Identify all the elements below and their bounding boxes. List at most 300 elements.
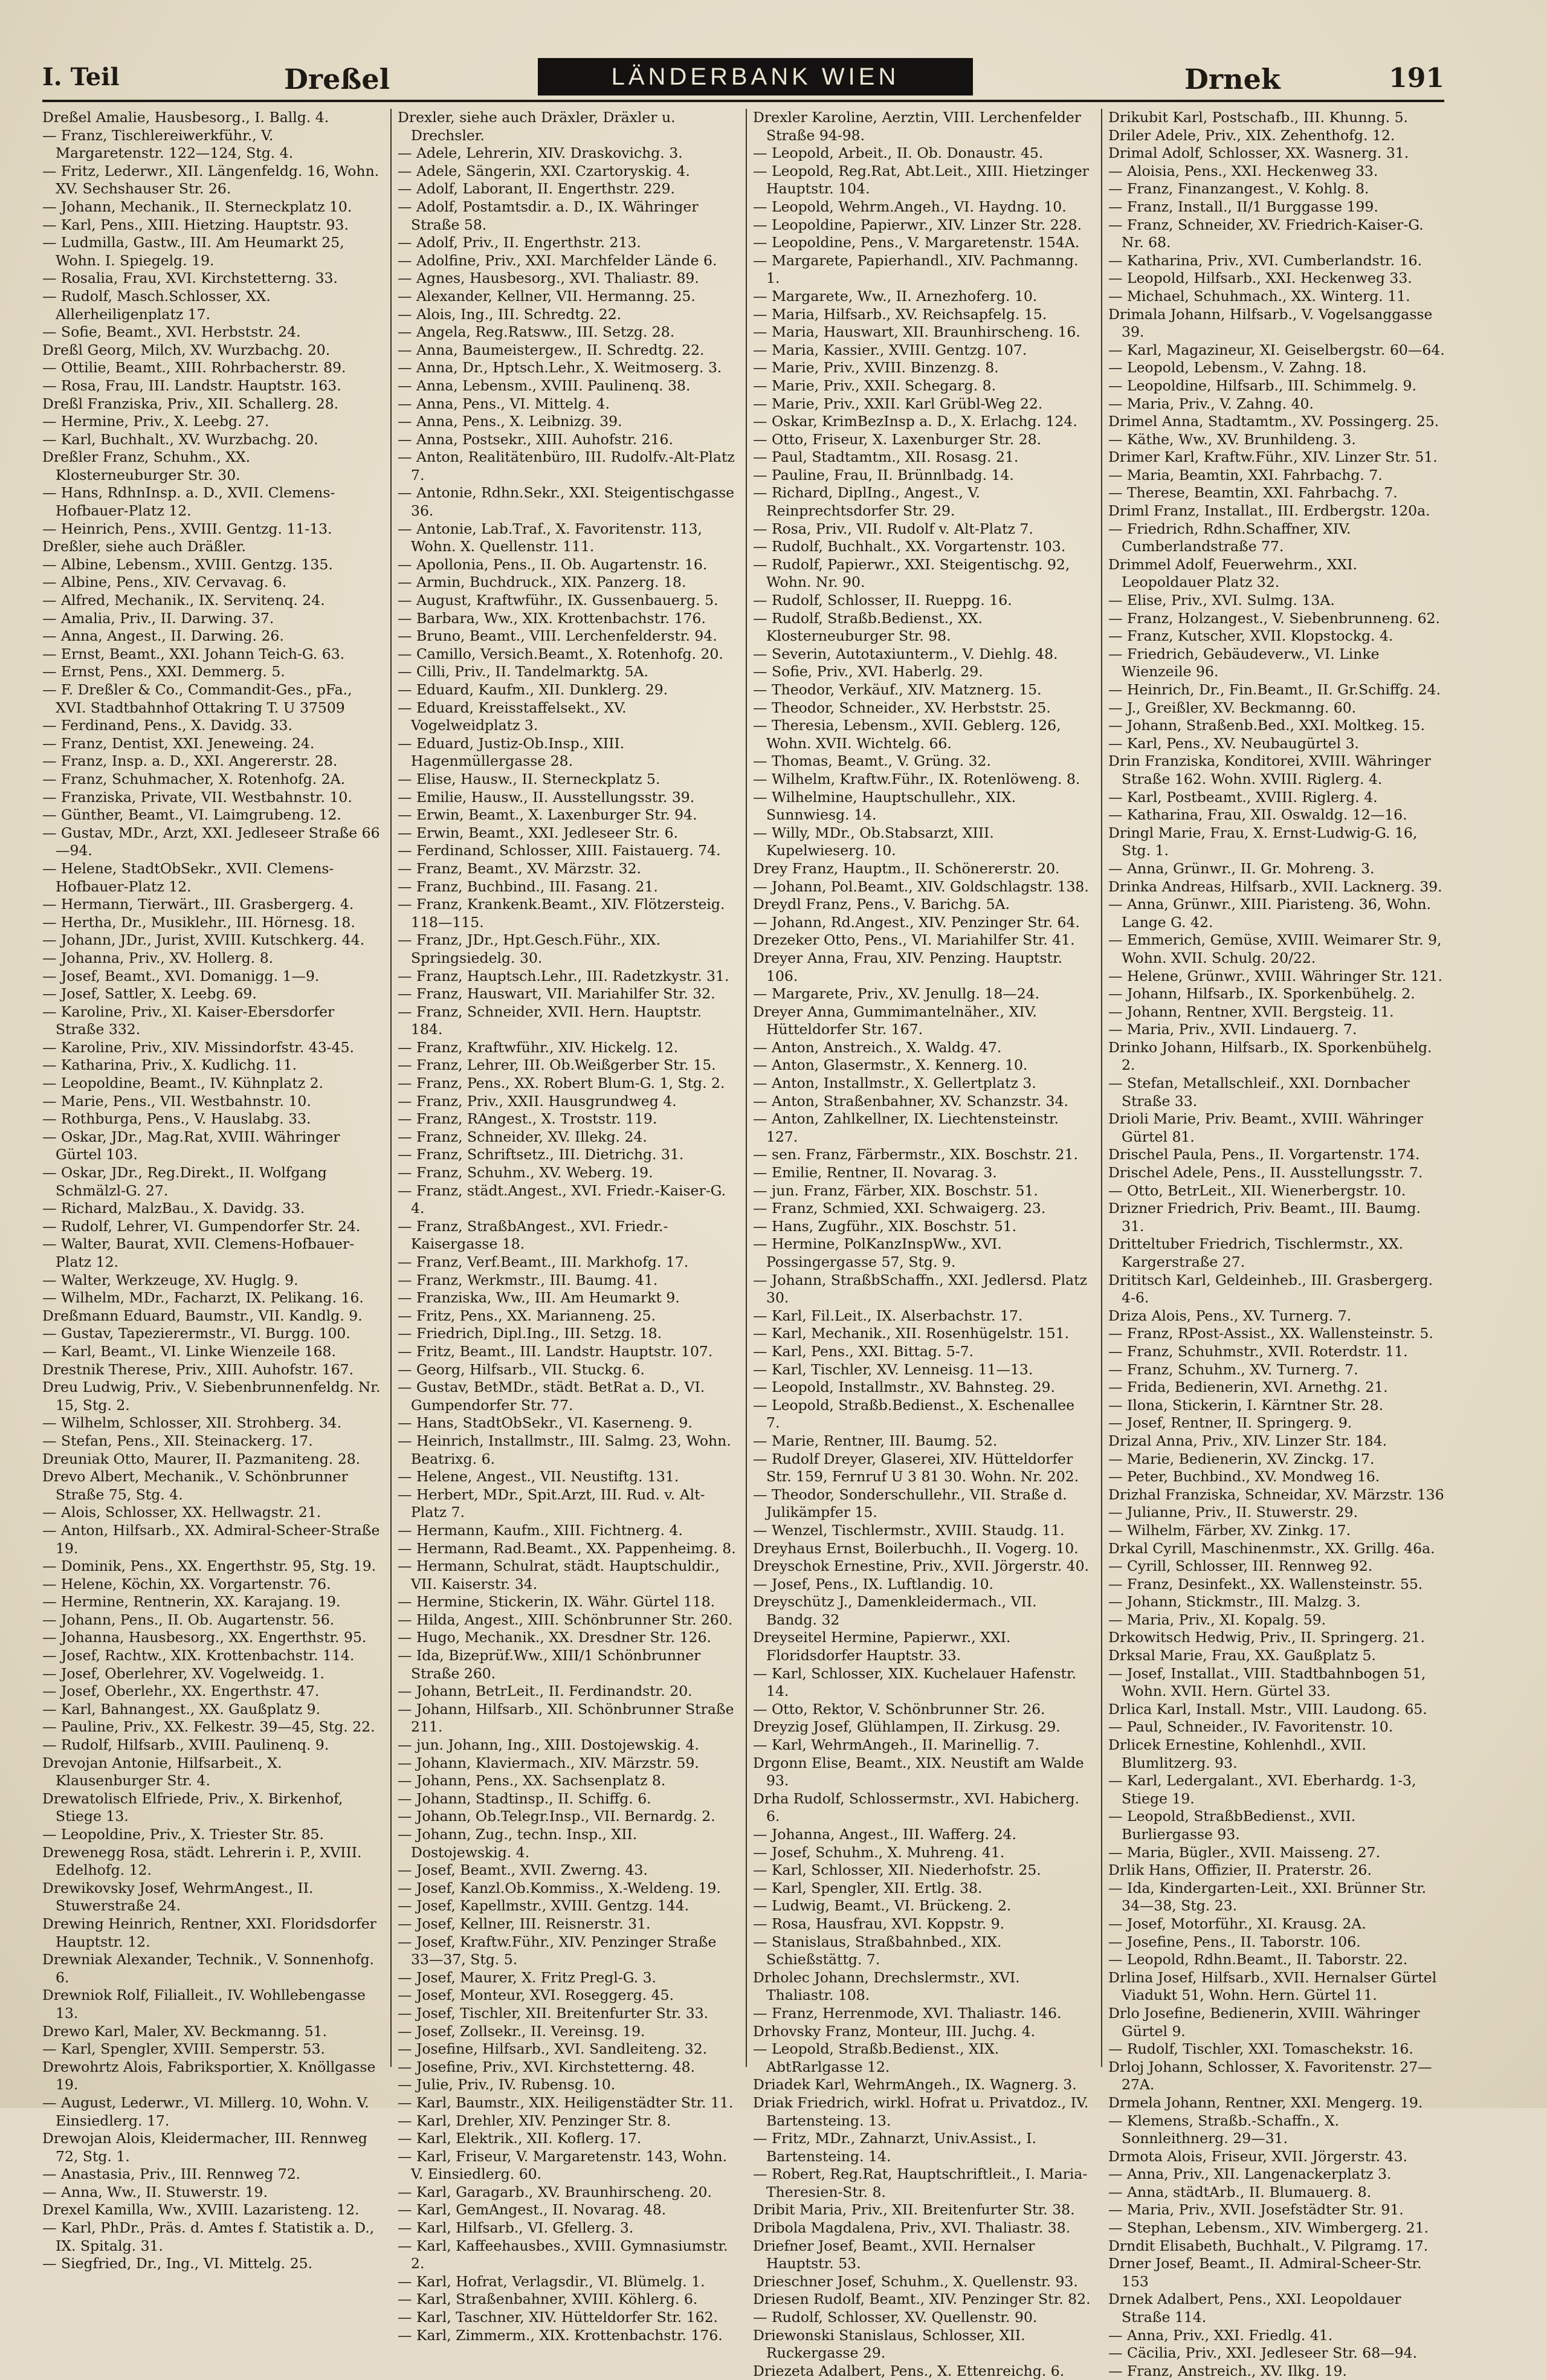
- directory-entry: Drewo Karl, Maler, XV. Beckmanng. 51.: [42, 2022, 328, 2040]
- directory-entry: — Adolf, Postamtsdir. a. D., IX. Währinger Straße 58.: [398, 198, 699, 233]
- directory-entry: Dreyhaus Ernst, Boilerbuchh., II. Vogerg. 10.: [753, 1539, 1079, 1557]
- directory-entry: Drner Josef, Beamt., II. Admiral-Scheer-Str. 153: [1108, 2255, 1422, 2290]
- directory-entry: — Hertha, Dr., Musiklehr., III. Hörnesg. 18.: [42, 913, 355, 931]
- directory-entry: — Josefine, Hilfsarb., XVI. Sandleiteng. 32.: [398, 2040, 708, 2058]
- directory-entry: — Walter, Baurat, XVII. Clemens-Hofbauer-Platz 12.: [42, 1235, 355, 1270]
- directory-entry: — Karl, Friseur, V. Margaretenstr. 143, Wohn. V. Einsiedlerg. 60.: [398, 2147, 728, 2183]
- directory-entry: Drin Franziska, Konditorei, XVIII. Währinger Straße 162. Wohn. XVIII. Riglerg. 4.: [1108, 752, 1431, 787]
- directory-entry: — Karl, Spengler, XII. Ertlg. 38.: [753, 1879, 983, 1897]
- directory-entry: Drewniok Rolf, Filialleit., IV. Wohllebengasse 13.: [42, 1987, 366, 2022]
- directory-entry: — Rudolf, Tischler, XXI. Tomaschekstr. 16.: [1108, 2040, 1413, 2058]
- directory-entry: — Josef, Kanzl.Ob.Kommiss., X.-Weldeng. 19.: [398, 1879, 721, 1897]
- directory-entry: — Anna, Ww., II. Stuwerstr. 19.: [42, 2183, 268, 2201]
- directory-entry: — Gustav, MDr., Arzt, XXI. Jedleseer Straße 66—94.: [42, 824, 380, 859]
- directory-entry: — Rudolf, Straßb.Bedienst., XX. Klosterneuburger Str. 98.: [753, 609, 983, 645]
- directory-entry: — Josef, Installat., VIII. Stadtbahnbogen 51, Wohn. XVII. Hern. Gürtel 33.: [1108, 1664, 1426, 1700]
- directory-entry: Drewenegg Rosa, städt. Lehrerin i. P., XVIII. Edelhofg. 12.: [42, 1843, 362, 1879]
- directory-entry: Drinka Andreas, Hilfsarb., XVII. Lacknerg. 39.: [1108, 878, 1442, 895]
- directory-entry: Drexel Kamilla, Ww., XVIII. Lazaristeng. 12.: [42, 2201, 360, 2219]
- directory-entry: — Franz, Schuhmacher, X. Rotenhofg. 2A.: [42, 770, 346, 787]
- directory-entry: Drlina Josef, Hilfsarb., XVII. Hernalser Gürtel Viadukt 51, Wohn. Hern. Gürtel 11.: [1108, 1968, 1437, 2004]
- directory-entry: — August, Kraftwführ., IX. Gussenbauerg. 5.: [398, 592, 719, 609]
- header-rule: [42, 100, 1444, 102]
- directory-entry: — J., Greißler, XV. Beckmanng. 60.: [1108, 699, 1357, 716]
- directory-entry: — Stephan, Lebensm., XIV. Wimbergerg. 21.: [1108, 2219, 1429, 2237]
- directory-entry: — Anton, Realitätenbüro, III. Rudolfv.-Alt-Platz 7.: [398, 448, 735, 483]
- directory-entry: — Leopold, Reg.Rat, Abt.Leit., XIII. Hietzinger Hauptstr. 104.: [753, 162, 1089, 198]
- directory-entry: — Maria, Bügler., XVII. Maisseng. 27.: [1108, 1843, 1380, 1861]
- directory-entry: — Josef, Oberlehrer, XV. Vogelweidg. 1.: [42, 1664, 325, 1682]
- directory-entry: — Karl, Bahnangest., XX. Gaußplatz 9.: [42, 1700, 321, 1718]
- directory-entry: — Josef, Beamt., XVII. Zwerng. 43.: [398, 1861, 648, 1879]
- directory-entry: — Ferdinand, Schlosser, XIII. Faistauerg. 74.: [398, 842, 721, 859]
- directory-entry: — Rosa, Frau, III. Landstr. Hauptstr. 163.: [42, 377, 341, 394]
- directory-entry: — Adolfine, Priv., XXI. Marchfelder Lände 6.: [398, 251, 717, 269]
- directory-entry: Dreydl Franz, Pens., V. Barichg. 5A.: [753, 896, 1010, 913]
- directory-entry: — Karl, Elektrik., XII. Koflerg. 17.: [398, 2130, 642, 2147]
- directory-entry: Drgonn Elise, Beamt., XIX. Neustift am Walde 93.: [753, 1754, 1084, 1790]
- last-name-guide: Drnek: [1184, 63, 1281, 95]
- directory-entry: — Wilhelm, Schlosser, XII. Strohberg. 34.: [42, 1414, 342, 1432]
- directory-entry: — Ferdinand, Pens., X. Davidg. 33.: [42, 717, 292, 734]
- directory-entry: — Heinrich, Pens., XVIII. Gentzg. 11-13.: [42, 520, 332, 537]
- directory-entry: — Anna, Postsekr., XIII. Auhofstr. 216.: [398, 430, 673, 448]
- directory-entry: — Käthe, Ww., XV. Brunhildeng. 3.: [1108, 430, 1356, 448]
- directory-entry: — Hans, RdhnInsp. a. D., XVII. Clemens-Hofbauer-Platz 12.: [42, 484, 335, 520]
- directory-entry: — Josef, Monteur, XVI. Roseggerg. 45.: [398, 1987, 674, 2004]
- directory-entry: Driml Franz, Installat., III. Erdbergstr. 120a.: [1108, 502, 1430, 520]
- directory-entry: — Johann, Rd.Angest., XIV. Penzinger Str. 64.: [753, 913, 1080, 931]
- directory-entry: — Franz, Herrenmode, XVI. Thaliastr. 146.: [753, 2004, 1062, 2022]
- directory-entry: Drewatolisch Elfriede, Priv., X. Birkenhof, Stiege 13.: [42, 1790, 343, 1825]
- directory-entry: — Anna, Baumeistergew., II. Schredtg. 22.: [398, 341, 705, 358]
- directory-entry: — Marie, Priv., XXII. Karl Grübl-Weg 22.: [753, 395, 1043, 412]
- directory-entry: — Wilhelmine, Hauptschullehr., XIX. Sunnwiesg. 14.: [753, 788, 1016, 824]
- directory-entry: — Anastasia, Priv., III. Rennweg 72.: [42, 2165, 301, 2183]
- directory-entry: — Karl, Magazineur, XI. Geiselbergstr. 60—64.: [1108, 341, 1445, 358]
- directory-entry: — Ernst, Pens., XXI. Demmerg. 5.: [42, 663, 285, 681]
- directory-entry: — Bruno, Beamt., VIII. Lerchenfelderstr. 94.: [398, 627, 717, 645]
- directory-entry: Drlicek Ernestine, Kohlenhdl., XVII. Blumlitzerg. 93.: [1108, 1736, 1366, 1771]
- directory-entry: — Josef, Schuhm., X. Muhreng. 41.: [753, 1843, 1005, 1861]
- directory-entry: Drewojan Alois, Kleidermacher, III. Rennweg 72, Stg. 1.: [42, 2130, 367, 2165]
- section-label: I. Teil: [42, 63, 120, 91]
- directory-entry: — Hermine, Rentnerin, XX. Karajang. 19.: [42, 1593, 341, 1611]
- directory-entry: — Adele, Sängerin, XXI. Czartoryskig. 4.: [398, 162, 690, 179]
- directory-entry: — Emmerich, Gemüse, XVIII. Weimarer Str. 9, Wohn. XVII. Schulg. 20/22.: [1108, 931, 1442, 966]
- directory-entry: — Franz, Insp. a. D., XXI. Angererstr. 28.: [42, 752, 338, 770]
- directory-entry: — Karl, Schlosser, XII. Niederhofstr. 25.: [753, 1861, 1041, 1879]
- directory-entry: Drhovsky Franz, Monteur, III. Juchg. 4.: [753, 2022, 1036, 2040]
- directory-entry: — Karl, GemAngest., II. Novarag. 48.: [398, 2201, 667, 2219]
- directory-entry: — Franz, RAngest., X. Troststr. 119.: [398, 1110, 657, 1128]
- directory-entry: — Franz, Anstreich., XV. Ilkg. 19.: [1108, 2362, 1347, 2379]
- directory-entry: — Leopoldine, Papierwr., XIV. Linzer Str. 228.: [753, 216, 1082, 233]
- directory-entry: — Katharina, Priv., XVI. Cumberlandstr. 16.: [1108, 251, 1423, 269]
- directory-entry: Drewikovsky Josef, WehrmAngest., II. Stuwerstraße 24.: [42, 1879, 314, 1915]
- directory-entry: Drkal Cyrill, Maschinenmstr., XX. Grillg. 46a.: [1108, 1539, 1435, 1557]
- directory-entry: — Anna, Pens., X. Leibnizg. 39.: [398, 413, 622, 430]
- directory-entry: Drholec Johann, Drechslermstr., XVI. Thaliastr. 108.: [753, 1968, 1020, 2004]
- directory-entry: — Johanna, Priv., XV. Hollerg. 8.: [42, 949, 274, 966]
- directory-entry: — Karl, Kaffeehausbes., XVIII. Gymnasiumstr. 2.: [398, 2237, 728, 2272]
- directory-entry: Drmela Johann, Rentner, XXI. Mengerg. 19.: [1108, 2094, 1423, 2111]
- directory-entry: — Josef, Pens., IX. Luftlandig. 10.: [753, 1575, 993, 1593]
- directory-entry: Dringl Marie, Frau, X. Ernst-Ludwig-G. 16, Stg. 1.: [1108, 824, 1418, 859]
- directory-entry: — Karl, Buchhalt., XV. Wurzbachg. 20.: [42, 430, 318, 448]
- directory-entry: Dreyschütz J., Damenkleidermach., VII. Bandg. 32: [753, 1593, 1037, 1628]
- directory-entry: — Wilhelm, Färber, XV. Zinkg. 17.: [1108, 1521, 1351, 1539]
- directory-entry: — Stefan, Metallschleif., XXI. Dornbacher Straße 33.: [1108, 1075, 1410, 1110]
- directory-entry: — Anna, Priv., XII. Langenackerplatz 3.: [1108, 2165, 1392, 2183]
- directory-entry: — Hilda, Angest., XIII. Schönbrunner Str. 260.: [398, 1611, 733, 1628]
- directory-entry: — Anton, Straßenbahner, XV. Schanzstr. 34.: [753, 1092, 1069, 1110]
- directory-entry: — Therese, Beamtin, XXI. Fahrbachg. 7.: [1108, 484, 1398, 502]
- directory-entry: — Franz, Schneider, XV. Illekg. 24.: [398, 1128, 647, 1145]
- page-number: 191: [1389, 63, 1444, 94]
- directory-entry: — Heinrich, Dr., Fin.Beamt., II. Gr.Schiffg. 24.: [1108, 681, 1441, 698]
- directory-entry: — Leopold, Straßb.Bedienst., X. Eschenallee 7.: [753, 1396, 1075, 1432]
- directory-entry: — Wenzel, Tischlermstr., XVIII. Staudg. 11.: [753, 1521, 1065, 1539]
- directory-entry: — Ilona, Stickerin, I. Kärntner Str. 28.: [1108, 1396, 1384, 1414]
- directory-entry: — Helene, StadtObSekr., XVII. Clemens-Hofbauer-Platz 12.: [42, 859, 334, 895]
- directory-entry: — Franz, städt.Angest., XVI. Friedr.-Kaiser-G. 4.: [398, 1182, 726, 1217]
- directory-entry: Drnek Adalbert, Pens., XXI. Leopoldauer Straße 114.: [1108, 2291, 1401, 2326]
- directory-entry: Drksal Marie, Frau, XX. Gaußplatz 5.: [1108, 1647, 1376, 1664]
- directory-entry: — Franz, Tischlereiwerkführ., V. Margaretenstr. 122—124, Stg. 4.: [42, 126, 294, 162]
- directory-entry: Drexler, siehe auch Dräxler, Dräxler u. Drechsler.: [398, 109, 676, 144]
- directory-entry: Drlica Karl, Install. Mstr., VIII. Laudong. 65.: [1108, 1700, 1427, 1718]
- directory-entry: — Agnes, Hausbesorg., XVI. Thaliastr. 89.: [398, 270, 699, 287]
- directory-entry: — Franz, Schuhm., XV. Turnerg. 7.: [1108, 1360, 1358, 1378]
- directory-entry: Drloj Johann, Schlosser, X. Favoritenstr. 27—27A.: [1108, 2058, 1432, 2094]
- directory-entry: — Leopold, Lebensm., V. Zahng. 18.: [1108, 359, 1367, 377]
- directory-entry: — Erwin, Beamt., XXI. Jedleseer Str. 6.: [398, 824, 678, 841]
- directory-entry: — Marie, Pens., VII. Westbahnstr. 10.: [42, 1092, 311, 1110]
- directory-entry: Driadek Karl, WehrmAngeh., IX. Wagnerg. 3.: [753, 2076, 1077, 2094]
- directory-entry: — Josef, Tischler, XII. Breitenfurter Str. 33.: [398, 2004, 709, 2022]
- directory-entry: — Leopold, StraßbBedienst., XVII. Burliergasse 93.: [1108, 1808, 1356, 1843]
- directory-entry: Drlo Josefine, Bedienerin, XVIII. Währinger Gürtel 9.: [1108, 2004, 1420, 2040]
- directory-entry: — Gustav, BetMDr., städt. BetRat a. D., VI. Gumpendorfer Str. 77.: [398, 1379, 705, 1414]
- directory-entry: — Eduard, Kaufm., XII. Dunklerg. 29.: [398, 681, 668, 698]
- directory-columns: [42, 109, 1445, 2379]
- directory-entry: — Anna, Dr., Hptsch.Lehr., X. Weitmoserg. 3.: [398, 359, 722, 377]
- directory-entry: — Maria, Kassier., XVIII. Gentzg. 107.: [753, 341, 1027, 358]
- directory-entry: — sen. Franz, Färbermstr., XIX. Boschstr. 21.: [753, 1146, 1078, 1163]
- directory-entry: — Leopold, Rdhn.Beamt., II. Taborstr. 22.: [1108, 1951, 1408, 1968]
- directory-entry: — Karoline, Priv., XI. Kaiser-Ebersdorfer Straße 332.: [42, 1003, 335, 1038]
- directory-entry: — Maria, Priv., V. Zahng. 40.: [1108, 395, 1314, 412]
- directory-entry: — Rudolf, Masch.Schlosser, XX. Allerheiligenplatz 17.: [42, 287, 271, 323]
- directory-column-3: [753, 109, 1091, 2379]
- directory-entry: — Karl, Taschner, XIV. Hütteldorfer Str. 162.: [398, 2309, 719, 2326]
- directory-entry: — Richard, MalzBau., X. Davidg. 33.: [42, 1200, 305, 1217]
- directory-entry: Dreßler Franz, Schuhm., XX. Klosterneuburger Str. 30.: [42, 448, 251, 483]
- directory-entry: — Rudolf, Schlosser, II. Rueppg. 16.: [753, 592, 1012, 609]
- directory-entry: — Paul, Stadtamtm., XII. Rosasg. 21.: [753, 448, 1019, 466]
- directory-entry: Drititsch Karl, Geldeinheb., III. Grasbergerg. 4-6.: [1108, 1271, 1433, 1307]
- directory-entry: — Franz, Schriftsetz., III. Dietrichg. 31.: [398, 1146, 684, 1163]
- directory-entry: — Peter, Buchbind., XV. Mondweg 16.: [1108, 1468, 1380, 1486]
- directory-entry: — Karl, Garagarb., XV. Braunhirscheng. 20.: [398, 2183, 712, 2201]
- directory-entry: — Oskar, JDr., Reg.Direkt., II. Wolfgang Schmälzl-G. 27.: [42, 1164, 327, 1199]
- directory-entry: — Albine, Lebensm., XVIII. Gentzg. 135.: [42, 555, 333, 573]
- directory-entry: — Marie, Bedienerin, XV. Zinckg. 17.: [1108, 1450, 1375, 1467]
- directory-entry: Drexler Karoline, Aerztin, VIII. Lerchenfelder Straße 94-98.: [753, 109, 1082, 144]
- directory-entry: — Otto, Rektor, V. Schönbrunner Str. 26.: [753, 1700, 1045, 1718]
- directory-entry: — Elise, Priv., XVI. Sulmg. 13A.: [1108, 592, 1335, 609]
- directory-entry: — Leopold, Straßb.Bedienst., XIX. AbtRarlgasse 12.: [753, 2040, 1000, 2075]
- directory-entry: — Franz, Beamt., XV. Märzstr. 32.: [398, 859, 641, 877]
- directory-entry: — Otto, Friseur, X. Laxenburger Str. 28.: [753, 430, 1042, 448]
- directory-entry: — Josef, Kapellmstr., XVIII. Gentzg. 144.: [398, 1897, 690, 1915]
- directory-entry: — Cäcilia, Priv., XXI. Jedleseer Str. 68—94.: [1108, 2344, 1418, 2362]
- directory-entry: — Hermann, Tierwärt., III. Grasbergerg. 4.: [42, 896, 354, 913]
- directory-entry: — Hans, Zugführ., XIX. Boschstr. 51.: [753, 1217, 1017, 1235]
- directory-entry: — Richard, DiplIng., Angest., V. Reinprechtsdorfer Str. 29.: [753, 484, 980, 520]
- directory-entry: — Maria, Beamtin, XXI. Fahrbachg. 7.: [1108, 466, 1383, 483]
- advertising-banner: LÄNDERBANK WIEN: [538, 58, 973, 95]
- directory-entry: — Cyrill, Schlosser, III. Rennweg 92.: [1108, 1557, 1373, 1575]
- directory-entry: Drimala Johann, Hilfsarb., V. Vogelsanggasse 39.: [1108, 305, 1433, 341]
- directory-entry: — Helene, Köchin, XX. Vorgartenstr. 76.: [42, 1575, 331, 1593]
- directory-entry: — Johann, JDr., Jurist, XVIII. Kutschkerg. 44.: [42, 931, 365, 949]
- directory-entry: — Leopoldine, Hilfsarb., III. Schimmelg. 9.: [1108, 377, 1416, 394]
- directory-entry: — Marie, Priv., XVIII. Binzenzg. 8.: [753, 359, 999, 377]
- directory-entry: — Josef, Kraftw.Führ., XIV. Penzinger Straße 33—37, Stg. 5.: [398, 1933, 717, 1968]
- directory-entry: — Adolf, Priv., II. Engerthstr. 213.: [398, 234, 641, 251]
- directory-entry: — Franz, StraßbAngest., XVI. Friedr.-Kaisergasse 18.: [398, 1217, 668, 1253]
- directory-entry: Driezeta Adalbert, Pens., X. Ettenreichg. 6.: [753, 2362, 1065, 2379]
- directory-entry: — Karl, Postbeamt., XVIII. Riglerg. 4.: [1108, 788, 1378, 806]
- directory-entry: — Karl, Straßenbahner, XVIII. Köhlerg. 6.: [398, 2291, 698, 2308]
- directory-entry: — Ottilie, Beamt., XIII. Rohrbacherstr. 89.: [42, 359, 346, 377]
- directory-entry: — Johanna, Hausbesorg., XX. Engerthstr. 95.: [42, 1629, 367, 1646]
- directory-entry: — Maria, Priv., XVII. Josefstädter Str. 91.: [1108, 2201, 1404, 2219]
- directory-entry: — Barbara, Ww., XIX. Krottenbachstr. 176.: [398, 609, 706, 627]
- directory-entry: — Karl, WehrmAngeh., II. Marinellig. 7.: [753, 1736, 1039, 1754]
- directory-entry: — Stanislaus, Straßbahnbed., XIX. Schießstättg. 7.: [753, 1933, 1002, 1968]
- directory-entry: — Anna, Angest., II. Darwing. 26.: [42, 627, 284, 645]
- directory-entry: Dreyer Anna, Frau, XIV. Penzing. Hauptstr. 106.: [753, 949, 1063, 985]
- directory-entry: Drieschner Josef, Schuhm., X. Quellenstr. 93.: [753, 2272, 1078, 2290]
- directory-entry: — Anton, Hilfsarb., XX. Admiral-Scheer-Straße 19.: [42, 1521, 380, 1557]
- directory-entry: — Karl, Ledergalant., XVI. Eberhardg. 1-3, Stiege 19.: [1108, 1772, 1416, 1807]
- directory-entry: Dribit Maria, Priv., XII. Breitenfurter Str. 38.: [753, 2201, 1075, 2219]
- directory-entry: — Anna, städtArb., II. Blumauerg. 8.: [1108, 2183, 1372, 2201]
- directory-entry: — Josef, Motorführ., XI. Krausg. 2A.: [1108, 1915, 1366, 1932]
- directory-entry: — Pauline, Priv., XX. Felkestr. 39—45, Stg. 22.: [42, 1718, 375, 1736]
- directory-entry: Driefner Josef, Beamt., XVII. Hernalser Hauptstr. 53.: [753, 2237, 1035, 2272]
- directory-entry: Driewonski Stanislaus, Schlosser, XII. Ruckergasse 29.: [753, 2326, 1025, 2362]
- directory-entry: — Karl, Hofrat, Verlagsdir., VI. Blümelg. 1.: [398, 2272, 705, 2290]
- directory-entry: Driza Alois, Pens., XV. Turnerg. 7.: [1108, 1307, 1352, 1324]
- directory-entry: Drischel Adele, Pens., II. Ausstellungsstr. 7.: [1108, 1164, 1423, 1182]
- directory-entry: — Karl, Zimmerm., XIX. Krottenbachstr. 176.: [398, 2326, 723, 2344]
- directory-entry: — Johann, Hilfsarb., IX. Sporkenbühelg. 2.: [1108, 985, 1415, 1003]
- directory-entry: — Erwin, Beamt., X. Laxenburger Str. 94.: [398, 806, 697, 824]
- directory-entry: Driesen Rudolf, Beamt., XIV. Penzinger Str. 82.: [753, 2291, 1091, 2308]
- directory-entry: — Severin, Autotaxiunterm., V. Diehlg. 48.: [753, 645, 1058, 662]
- directory-entry: Dreyschok Ernestine, Priv., XVII. Jörgerstr. 40.: [753, 1557, 1090, 1575]
- directory-entry: — Franz, Schuhmstr., XVII. Roterdstr. 11.: [1108, 1342, 1408, 1360]
- directory-entry: — Johann, Stadtinsp., II. Schiffg. 6.: [398, 1790, 651, 1807]
- directory-entry: — Karl, Pens., XIII. Hietzing. Hauptstr. 93.: [42, 216, 349, 233]
- directory-entry: Drha Rudolf, Schlossermstr., XVI. Habicherg. 6.: [753, 1790, 1080, 1825]
- directory-entry: — Theodor, Schneider., XV. Herbststr. 25.: [753, 699, 1051, 716]
- directory-entry: — Franz, Finanzangest., V. Kohlg. 8.: [1108, 180, 1369, 198]
- directory-entry: — Ida, Kindergarten-Leit., XXI. Brünner Str. 34—38, Stg. 23.: [1108, 1879, 1427, 1915]
- directory-entry: — Friedrich, Dipl.Ing., III. Setzg. 18.: [398, 1325, 662, 1342]
- directory-entry: — Helene, Grünwr., XVIII. Währinger Str. 121.: [1108, 967, 1442, 985]
- directory-entry: — Elise, Hausw., II. Sterneckplatz 5.: [398, 770, 660, 787]
- directory-entry: — Franz, Hauptsch.Lehr., III. Radetzkystr. 31.: [398, 967, 729, 985]
- directory-entry: Drioli Marie, Priv. Beamt., XVIII. Währinger Gürtel 81.: [1108, 1110, 1424, 1145]
- directory-entry: — Johann, StraßbSchaffn., XXI. Jedlersd. Platz 30.: [753, 1271, 1087, 1307]
- directory-entry: — Fritz, Beamt., III. Landstr. Hauptstr. 107.: [398, 1342, 713, 1360]
- directory-entry: — Günther, Beamt., VI. Laimgrubeng. 12.: [42, 806, 341, 824]
- directory-entry: — Dominik, Pens., XX. Engerthstr. 95, Stg. 19.: [42, 1557, 376, 1575]
- directory-entry: — Johann, Zug., techn. Insp., XII. Dostojewskig. 4.: [398, 1826, 638, 1861]
- directory-entry: Drestnik Therese, Priv., XIII. Auhofstr. 167.: [42, 1360, 354, 1378]
- directory-entry: — Franz, JDr., Hpt.Gesch.Führ., XIX. Springsiedelg. 30.: [398, 931, 661, 966]
- directory-entry: — Karl, Mechanik., XII. Rosenhügelstr. 151.: [753, 1325, 1070, 1342]
- directory-entry: — Franz, Install., II/1 Burggasse 199.: [1108, 198, 1378, 215]
- directory-entry: — Antonie, Rdhn.Sekr., XXI. Steigentischgasse 36.: [398, 484, 735, 520]
- directory-entry: — Karl, Hilfsarb., VI. Gfellerg. 3.: [398, 2219, 634, 2237]
- directory-entry: — Rudolf, Hilfsarb., XVIII. Paulinenq. 9.: [42, 1736, 329, 1754]
- directory-entry: Dreßl Franziska, Priv., XII. Schallerg. 28.: [42, 395, 339, 412]
- directory-entry: — Franz, Priv., XXII. Hausgrundweg 4.: [398, 1092, 677, 1110]
- directory-entry: Drewniak Alexander, Technik., V. Sonnenhofg. 6.: [42, 1951, 375, 1986]
- directory-entry: Drmota Alois, Friseur, XVII. Jörgerstr. 43.: [1108, 2147, 1407, 2165]
- directory-entry: — Katharina, Priv., X. Kudlichg. 11.: [42, 1056, 297, 1074]
- directory-entry: — Fritz, Lederwr., XII. Längenfeldg. 16, Wohn. XV. Sechshauser Str. 26.: [42, 162, 379, 198]
- directory-entry: — Johann, Pens., II. Ob. Augartenstr. 56.: [42, 1611, 335, 1628]
- directory-entry: — Franz, Lehrer, III. Ob.Weißgerber Str. 15.: [398, 1056, 716, 1074]
- directory-entry: — Josefine, Priv., XVI. Kirchstetterng. 48.: [398, 2058, 696, 2075]
- directory-entry: Dreßl Georg, Milch, XV. Wurzbachg. 20.: [42, 341, 331, 358]
- directory-entry: Drkowitsch Hedwig, Priv., II. Springerg. 21.: [1108, 1629, 1425, 1646]
- directory-entry: — Armin, Buchdruck., XIX. Panzerg. 18.: [398, 574, 686, 591]
- directory-entry: — Pauline, Frau, II. Brünnlbadg. 14.: [753, 466, 1014, 483]
- directory-entry: — Franziska, Private, VII. Westbahnstr. 10.: [42, 788, 352, 806]
- directory-entry: — Alfred, Mechanik., IX. Servitenq. 24.: [42, 592, 325, 609]
- directory-entry: — Josef, Rentner, II. Springerg. 9.: [1108, 1414, 1352, 1432]
- directory-entry: — Hermine, Priv., X. Leebg. 27.: [42, 413, 270, 430]
- directory-entry: — Rudolf, Papierwr., XXI. Steigentischg. 92, Wohn. Nr. 90.: [753, 555, 1070, 591]
- directory-entry: — Leopoldine, Priv., X. Triester Str. 85.: [42, 1826, 324, 1843]
- directory-entry: — Franz, Schneider, XVII. Hern. Hauptstr. 184.: [398, 1003, 702, 1038]
- directory-entry: — Georg, Hilfsarb., VII. Stuckg. 6.: [398, 1360, 645, 1378]
- directory-entry: Drlik Hans, Offizier, II. Praterstr. 26.: [1108, 1861, 1372, 1879]
- directory-entry: Drewohrtz Alois, Fabriksportier, X. Knöllgasse 19.: [42, 2058, 376, 2094]
- directory-entry: — Anna, Pens., VI. Mittelg. 4.: [398, 395, 610, 412]
- directory-entry: — Rudolf, Lehrer, VI. Gumpendorfer Str. 24.: [42, 1217, 361, 1235]
- directory-entry: — Hermine, PolKanzInspWw., XVI. Possingergasse 57, Stg. 9.: [753, 1235, 1002, 1270]
- directory-entry: — Maria, Hauswart, XII. Braunhirscheng. 16.: [753, 323, 1080, 341]
- directory-entry: — Thomas, Beamt., V. Grüng. 32.: [753, 752, 991, 770]
- directory-entry: Driak Friedrich, wirkl. Hofrat u. Privatdoz., IV. Bartensteing. 13.: [753, 2094, 1089, 2129]
- directory-entry: — jun. Johann, Ing., XIII. Dostojewskig. 4.: [398, 1736, 699, 1754]
- directory-entry: — Franz, Schuhm., XV. Weberg. 19.: [398, 1164, 653, 1182]
- directory-entry: Dreßmann Eduard, Baumstr., VII. Kandlg. 9.: [42, 1307, 363, 1324]
- directory-entry: Drinko Johann, Hilfsarb., IX. Sporkenbühelg. 2.: [1108, 1038, 1432, 1074]
- directory-entry: — Alexander, Kellner, VII. Hermanng. 25.: [398, 287, 696, 305]
- directory-entry: — Marie, Rentner, III. Baumg. 52.: [753, 1432, 998, 1449]
- directory-entry: — Herbert, MDr., Spit.Arzt, III. Rud. v. Alt-Platz 7.: [398, 1486, 705, 1521]
- directory-entry: — Anton, Zahlkellner, IX. Liechtensteinstr. 127.: [753, 1110, 1059, 1145]
- directory-entry: — Franz, Hauswart, VII. Mariahilfer Str. 32.: [398, 985, 715, 1003]
- directory-entry: — Franz, Desinfekt., XX. Wallensteinstr. 55.: [1108, 1575, 1423, 1593]
- directory-entry: — Katharina, Frau, XII. Oswaldg. 12—16.: [1108, 806, 1407, 824]
- directory-entry: — Camillo, Versich.Beamt., X. Rotenhofg. 20.: [398, 645, 723, 662]
- directory-entry: — Adolf, Laborant, II. Engerthstr. 229.: [398, 180, 675, 198]
- directory-entry: — Rosa, Hausfrau, XVI. Koppstr. 9.: [753, 1915, 1005, 1932]
- directory-entry: — Karl, Pens., XXI. Bittag. 5-7.: [753, 1342, 974, 1360]
- directory-entry: — Johann, Pens., XX. Sachsenplatz 8.: [398, 1772, 666, 1790]
- directory-entry: — jun. Franz, Färber, XIX. Boschstr. 51.: [753, 1182, 1038, 1199]
- directory-entry: — Josef, Sattler, X. Leebg. 69.: [42, 985, 257, 1003]
- directory-entry: — Julianne, Priv., II. Stuwerstr. 29.: [1108, 1504, 1358, 1521]
- directory-entry: — Franz, Kraftwführ., XIV. Hickelg. 12.: [398, 1038, 679, 1056]
- directory-entry: — Johann, Ob.Telegr.Insp., VII. Bernardg. 2.: [398, 1808, 715, 1825]
- directory-entry: — Hermine, Stickerin, IX. Währ. Gürtel 118.: [398, 1593, 715, 1611]
- directory-entry: Drimal Adolf, Schlosser, XX. Wasnerg. 31.: [1108, 144, 1409, 162]
- directory-entry: — Margarete, Ww., II. Arnezhoferg. 10.: [753, 287, 1038, 305]
- directory-entry: — Franz, Krankenk.Beamt., XIV. Flötzersteig. 118—115.: [398, 896, 725, 931]
- directory-entry: — Johann, Straßenb.Bed., XXI. Moltkeg. 15.: [1108, 717, 1425, 734]
- directory-entry: — Hermann, Schulrat, städt. Hauptschuldir., VII. Kaiserstr. 34.: [398, 1557, 720, 1593]
- directory-entry: Drizhal Franziska, Schneidar, XV. Märzstr. 136: [1108, 1486, 1444, 1503]
- directory-column-1: [42, 109, 381, 2272]
- directory-entry: — Leopold, Hilfsarb., XXI. Heckenweg 33.: [1108, 270, 1412, 287]
- directory-entry: — Siegfried, Dr., Ing., VI. Mittelg. 25.: [42, 2255, 313, 2272]
- directory-entry: — Franz, Verf.Beamt., III. Markhofg. 17.: [398, 1253, 689, 1270]
- directory-entry: Dribola Magdalena, Priv., XVI. Thaliastr. 38.: [753, 2219, 1071, 2237]
- directory-entry: — Franziska, Ww., III. Am Heumarkt 9.: [398, 1289, 680, 1307]
- directory-entry: — Fritz, MDr., Zahnarzt, Univ.Assist., I. Bartensteing. 14.: [753, 2130, 1037, 2165]
- directory-entry: — Gustav, Tapezierermstr., VI. Burgg. 100.: [42, 1325, 350, 1342]
- directory-entry: — Franz, Pens., XX. Robert Blum-G. 1, Stg. 2.: [398, 1075, 725, 1092]
- directory-entry: — Klemens, Straßb.-Schaffn., X. Sonnleithnerg. 29—31.: [1108, 2112, 1340, 2147]
- directory-entry: — August, Lederwr., VI. Millerg. 10, Wohn. V. Einsiedlerg. 17.: [42, 2094, 369, 2129]
- first-name-guide: Dreßel: [284, 63, 390, 95]
- directory-entry: — Johann, Rentner, XVII. Bergsteig. 11.: [1108, 1003, 1394, 1020]
- directory-entry: — Cilli, Priv., II. Tandelmarktg. 5A.: [398, 663, 648, 681]
- directory-entry: — Ludwig, Beamt., VI. Brückeng. 2.: [753, 1897, 1012, 1915]
- directory-entry: Drevojan Antonie, Hilfsarbeit., X. Klausenburger Str. 4.: [42, 1754, 282, 1790]
- directory-entry: — Wilhelm, MDr., Facharzt, IX. Pelikang. 16.: [42, 1289, 364, 1307]
- directory-entry: — Angela, Reg.Ratsww., III. Setzg. 28.: [398, 323, 675, 341]
- directory-entry: — Ida, Bizeprüf.Ww., XIII/1 Schönbrunner Straße 260.: [398, 1647, 701, 1682]
- directory-entry: — Stefan, Pens., XII. Steinackerg. 17.: [42, 1432, 313, 1449]
- directory-entry: — Karl, Schlosser, XIX. Kuchelauer Hafenstr. 14.: [753, 1664, 1077, 1700]
- directory-entry: — Anna, Priv., XXI. Friedlg. 41.: [1108, 2326, 1333, 2344]
- directory-entry: — Leopold, Installmstr., XV. Bahnsteg. 29.: [753, 1379, 1055, 1396]
- directory-entry: — Josefine, Pens., II. Taborstr. 106.: [1108, 1933, 1361, 1950]
- directory-entry: Drimmel Adolf, Feuerwehrm., XXI. Leopoldauer Platz 32.: [1108, 555, 1358, 591]
- directory-entry: — Johann, Pol.Beamt., XIV. Goldschlagstr. 138.: [753, 878, 1089, 895]
- directory-entry: — Albine, Pens., XIV. Cervavag. 6.: [42, 574, 287, 591]
- directory-entry: Drezeker Otto, Pens., VI. Mariahilfer Str. 41.: [753, 931, 1075, 949]
- directory-entry: Drimel Anna, Stadtamtm., XV. Possingerg. 25.: [1108, 413, 1439, 430]
- directory-entry: — Johann, Mechanik., II. Sterneckplatz 10.: [42, 198, 352, 215]
- directory-entry: — Robert, Reg.Rat, Hauptschriftleit., I. Maria-Theresien-Str. 8.: [753, 2165, 1088, 2201]
- directory-entry: — Franz, Schmied, XXI. Schwaigerg. 23.: [753, 1200, 1046, 1217]
- directory-entry: — Maria, Hilfsarb., XV. Reichsapfelg. 15.: [753, 305, 1047, 323]
